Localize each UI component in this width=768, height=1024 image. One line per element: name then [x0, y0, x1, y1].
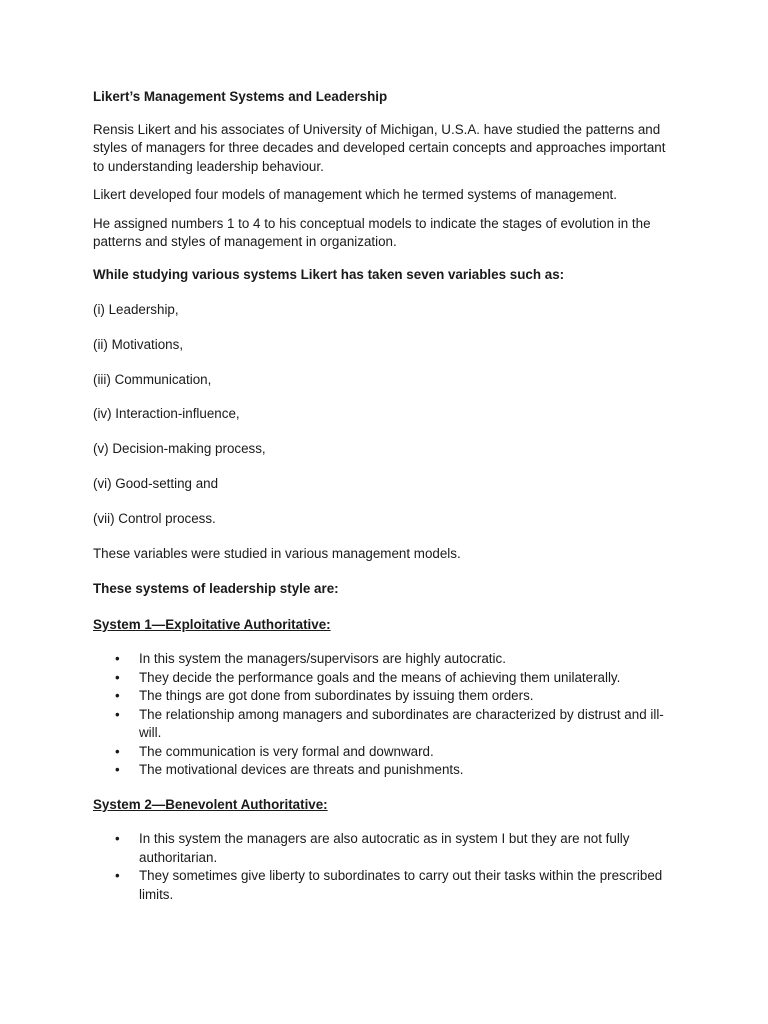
bullet-item	[93, 867, 668, 904]
bullet-item	[93, 650, 668, 669]
intro-paragraph: He assigned numbers 1 to 4 to his conceptual models to indicate the stages of evolution in the patterns and styles of management in organization.	[93, 215, 651, 249]
variable-item: (ii) Motivations,	[93, 336, 184, 352]
intro-paragraph: Likert developed four models of management which he termed systems of management.	[93, 187, 617, 202]
variables-note: These variables were studied in various management models.	[93, 545, 461, 561]
variable-item: (v) Decision-making process,	[93, 441, 266, 457]
bullet-text: In this system the managers/supervisors are highly autocratic.	[139, 651, 506, 667]
bullet-text: In this system the managers are also autocratic as in system I but they are not fully authoritarian.	[139, 831, 630, 865]
variables-list	[93, 301, 668, 528]
bullet-icon: •	[115, 743, 120, 759]
variable-item: (i) Leadership,	[93, 302, 179, 317]
bullet-icon: •	[115, 651, 120, 667]
bullet-text: The motivational devices are threats and punishments.	[139, 762, 464, 778]
intro-paragraph: Rensis Likert and his associates of University of Michigan, U.S.A. have studied the patterns and styles of managers for three decades and developed certain concepts and approaches important to understanding leadership behaviour.	[93, 121, 666, 174]
variable-item: (vi) Good-setting and	[93, 475, 219, 491]
bullet-text: The things are got done from subordinates by issuing them orders.	[139, 688, 534, 704]
bullet-icon: •	[115, 669, 120, 685]
variable-item: (iv) Interaction-influence,	[93, 406, 240, 422]
system-2-bullet-list	[93, 830, 668, 904]
bullet-item	[93, 743, 668, 762]
system-1-bullet-list	[93, 650, 668, 780]
bullet-item	[93, 761, 668, 780]
variable-item: (iii) Communication,	[93, 371, 212, 387]
variables-heading: While studying various systems Likert has taken seven variables such as:	[93, 266, 565, 282]
bullet-text: They decide the performance goals and the means of achieving them unilaterally.	[139, 669, 621, 685]
bullet-item	[93, 706, 668, 743]
bullet-text: The communication is very formal and downward.	[139, 743, 434, 759]
bullet-icon: •	[115, 688, 120, 704]
bullet-text: They sometimes give liberty to subordinates to carry out their tasks within the prescribed limits.	[139, 868, 663, 902]
system-2-title: System 2—Benevolent Authoritative:	[93, 796, 328, 812]
bullet-item	[93, 669, 668, 688]
document-title: Likert’s Management Systems and Leadership	[93, 89, 388, 104]
system-1-title: System 1—Exploitative Authoritative:	[93, 616, 331, 632]
systems-heading: These systems of leadership style are:	[93, 581, 339, 597]
bullet-text: The relationship among managers and subordinates are characterized by distrust and ill-will.	[139, 706, 664, 741]
bullet-icon: •	[115, 706, 120, 722]
bullet-icon: •	[115, 831, 120, 847]
bullet-item	[93, 830, 668, 867]
variable-item: (vii) Control process.	[93, 510, 216, 526]
bullet-icon: •	[115, 868, 120, 884]
bullet-icon: •	[115, 762, 120, 778]
bullet-item	[93, 687, 668, 706]
document-body	[93, 88, 668, 920]
